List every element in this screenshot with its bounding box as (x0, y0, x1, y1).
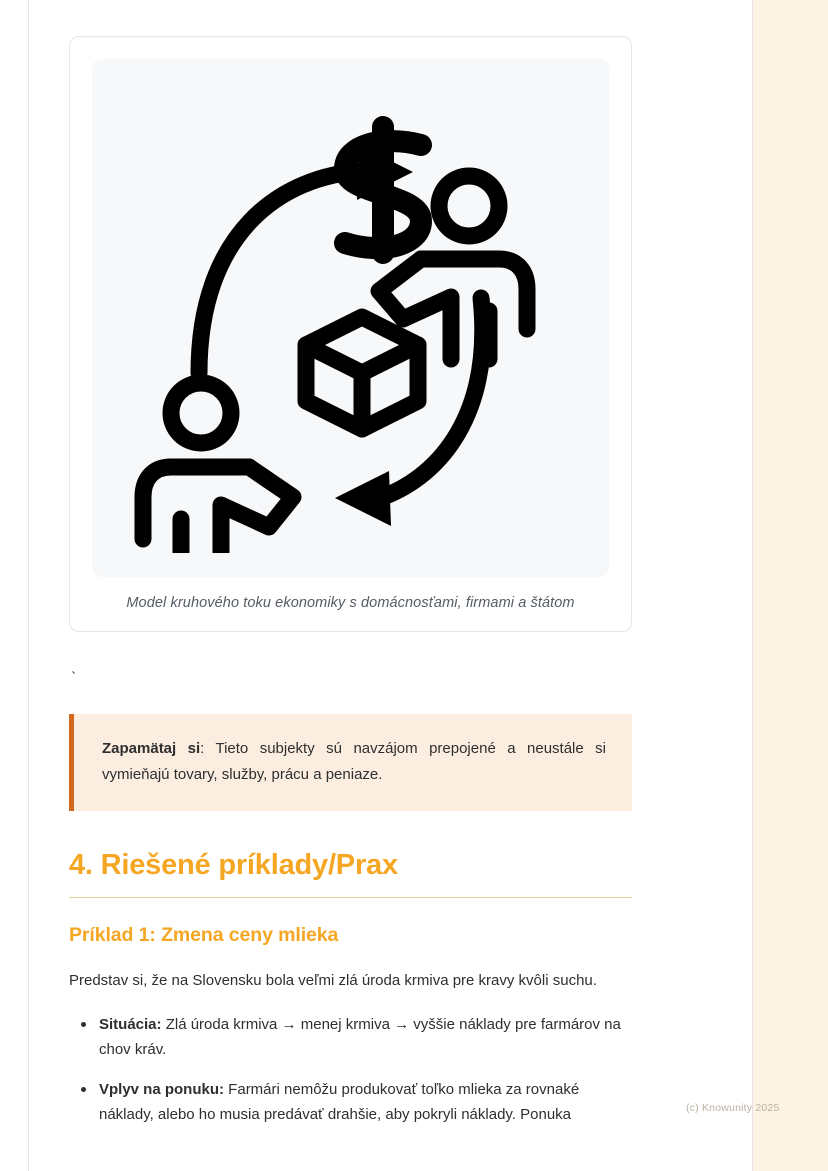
page-right-margin (753, 0, 828, 1171)
list-item (95, 1013, 632, 1063)
section-heading: 4. Riešené príklady/Prax (69, 848, 398, 881)
copyright-watermark: (c) Knowunity 2025 (686, 1102, 780, 1114)
callout-label: Zapamätaj si (102, 740, 201, 757)
remember-callout (69, 714, 632, 811)
example-intro-text: Predstav si, že na Slovensku bola veľmi zlá úroda krmiva pre kravy kvôli suchu. (69, 971, 597, 989)
list-item (95, 1078, 632, 1128)
example-heading: Príklad 1: Zmena ceny mlieka (69, 923, 339, 946)
page-left-rule (28, 0, 29, 1171)
figure-card (69, 36, 632, 632)
callout-separator: : (200, 740, 205, 757)
circular-flow-economy-icon (92, 59, 609, 577)
example-bullet-list (69, 1013, 632, 1128)
callout-text: Tieto subjekty sú navzájom prepojené a neustále si vymieňajú tovary, služby, prácu a peniaze. (102, 740, 606, 784)
figure-caption: Model kruhového toku ekonomiky s domácnosťami, firmami a štátom (126, 595, 575, 611)
stray-backtick-text: ` (69, 670, 79, 687)
list-item-text: Zlá úroda krmiva → menej krmiva → vyššie náklady pre farmárov na chov kráv. (99, 1015, 621, 1058)
list-item-text: Farmári nemôžu produkovať toľko mlieka za rovnaké náklady, alebo ho musia predávať drahšie, aby pokryli náklady. Ponuka (99, 1081, 580, 1123)
list-item-label: Situácia: (99, 1015, 162, 1033)
list-item-label: Vplyv na ponuku: (99, 1081, 225, 1099)
document-content (69, 0, 632, 1144)
section-divider (69, 897, 632, 898)
